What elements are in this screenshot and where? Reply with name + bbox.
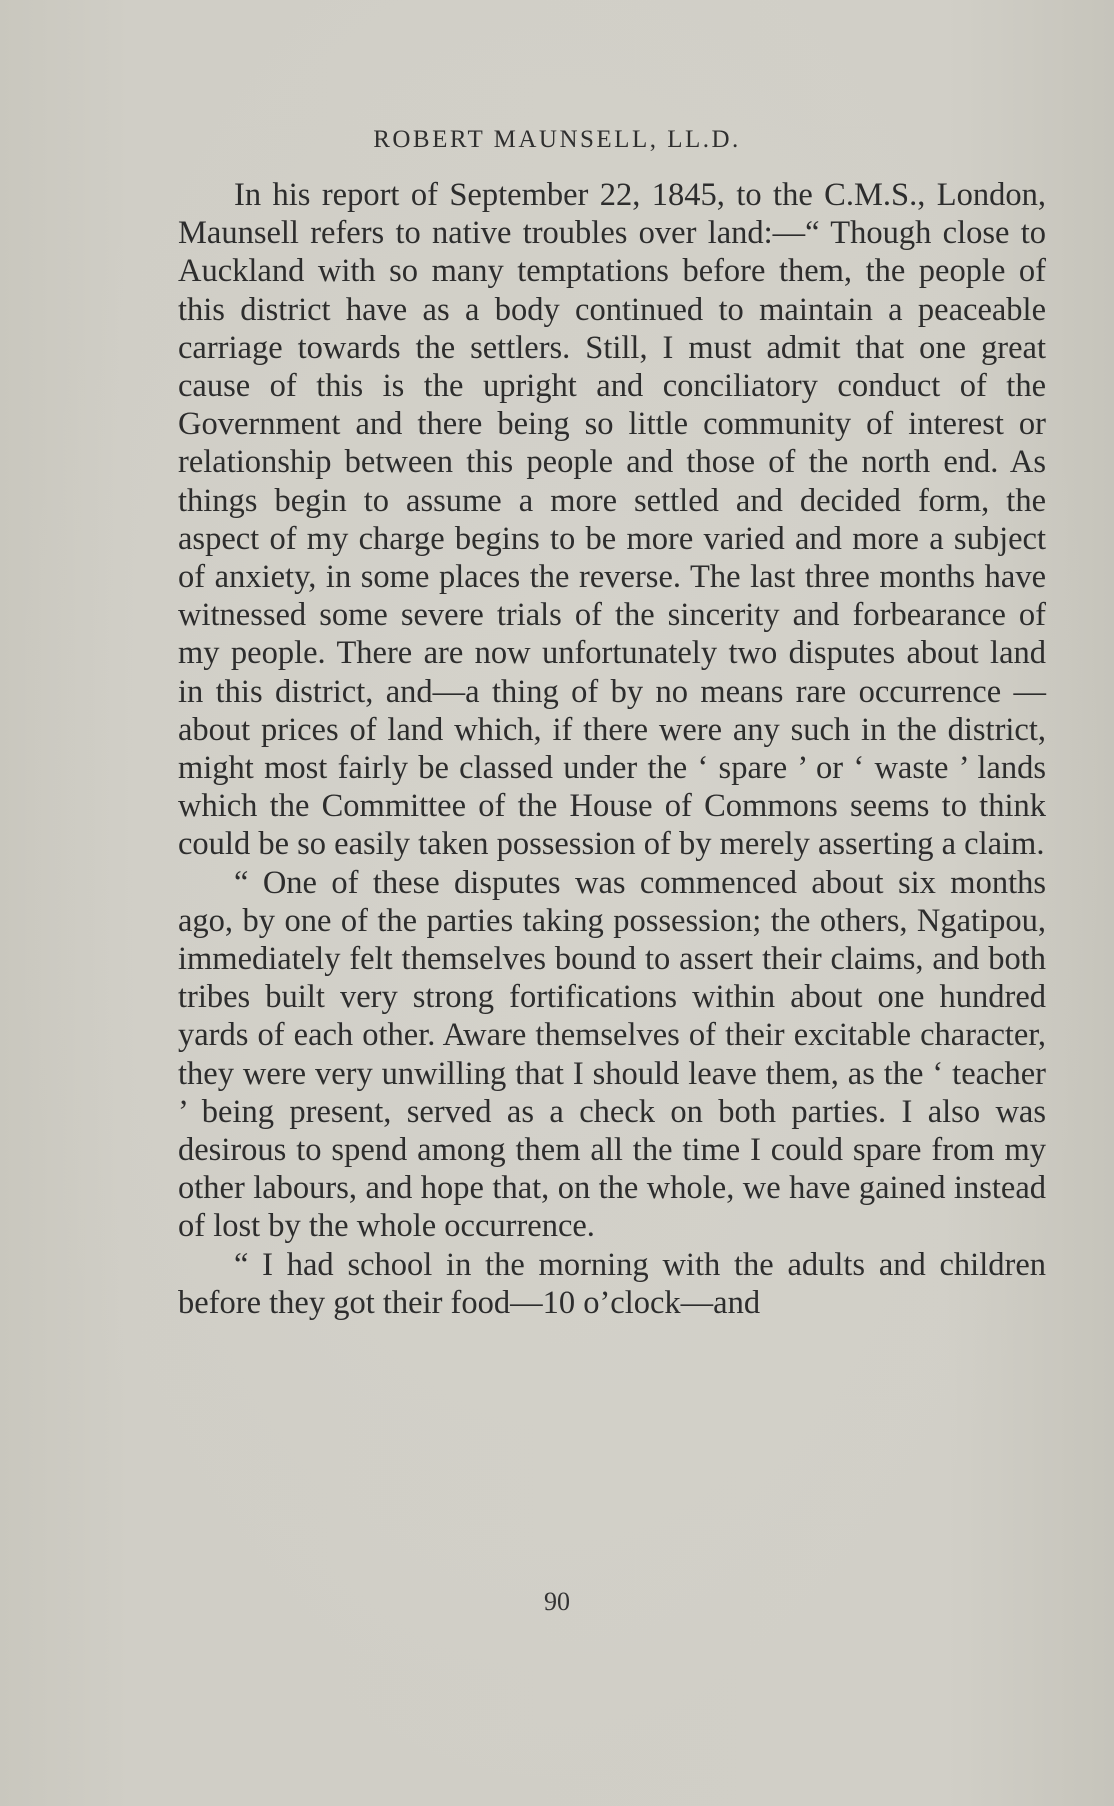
paragraph-3: “ I had school in the morning with the adults and children before they got their food—10 o’clock—and xyxy=(178,1246,1046,1321)
paragraph-1: In his report of September 22, 1845, to the C.M.S., London, Maunsell refers to native troubles over land:—“ Though close to Auckland with so many temptations before them, the people of this district have as a body continued to maintain a peaceable carriage towards the settlers. Still, I must admit that one great cause of this is the upright and conciliatory conduct of the Government and there being so little community of interest or relationship between this people and those of the north end. As things begin to assume a more settled and decided form, the aspect of my charge begins to be more varied and more a subject of anxiety, in some places the reverse. The last three months have witnessed some severe trials of the sincerity and forbearance of my people. There are now unfortunately two disputes about land in this district, and—a thing of by no means rare occurrence —about prices of land which, if there were any such in the district, might most fairly be classed under the ‘ spare ’ or ‘ waste ’ lands which the Committee of the House of Commons seems to think could be so easily taken possession of by merely asserting a claim. xyxy=(178,177,1046,863)
running-head: ROBERT MAUNSELL, LL.D. xyxy=(373,126,741,153)
body-text xyxy=(178,176,1046,1322)
paragraph-2: “ One of these disputes was commenced about six months ago, by one of the parties taking possession; the others, Ngatipou, immediately felt themselves bound to assert their claims, and both tribes built very strong fortifications within about one hundred yards of each other. Aware themselves of their excitable character, they were very unwilling that I should leave them, as the ‘ teacher ’ being present, served as a check on both parties. I also was desirous to spend among them all the time I could spare from my other labours, and hope that, on the whole, we have gained instead of lost by the whole occurrence. xyxy=(178,864,1046,1245)
page-number: 90 xyxy=(544,1587,570,1616)
